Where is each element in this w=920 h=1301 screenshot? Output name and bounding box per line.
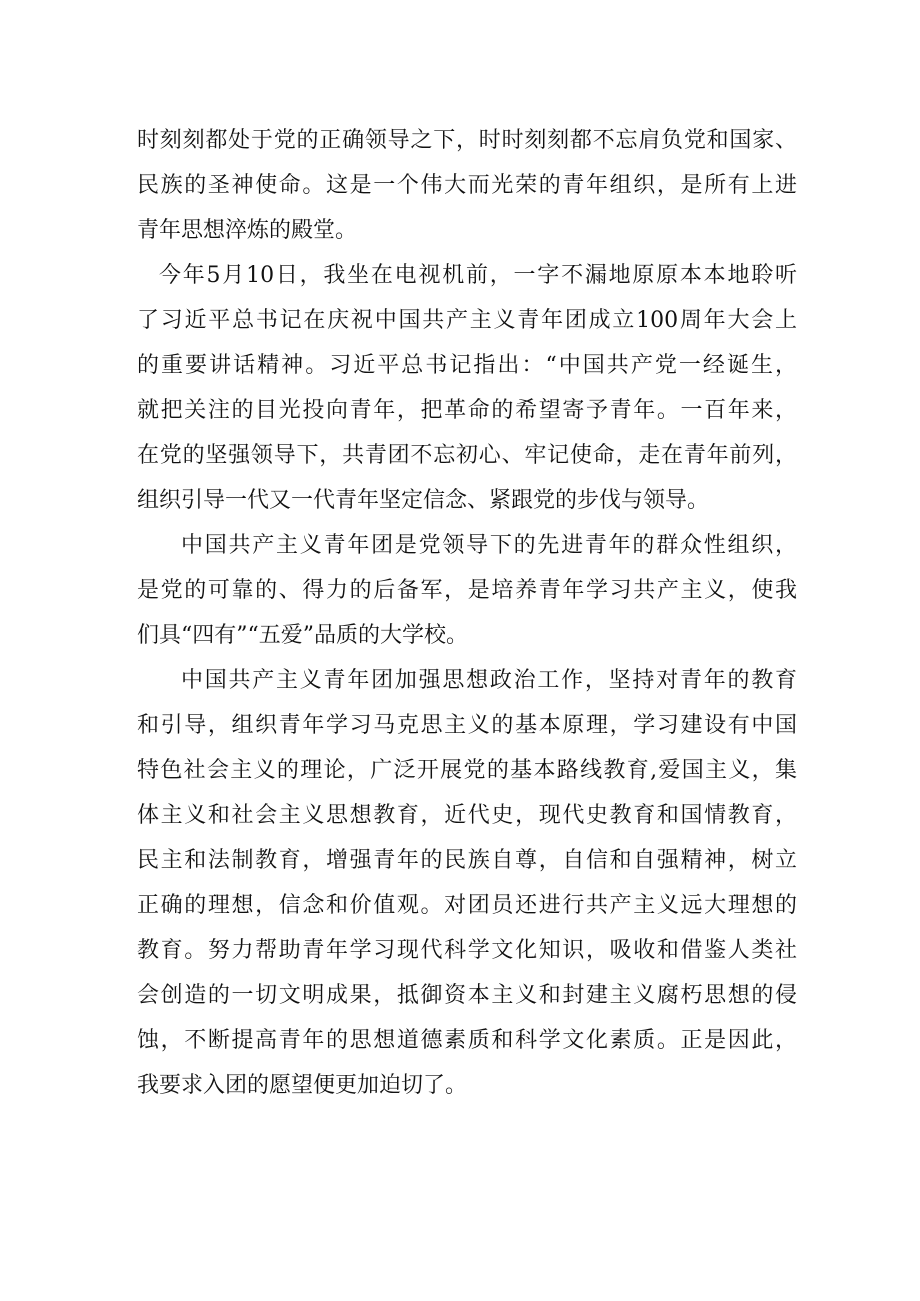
paragraph-line: 特色社会主义的理论，广泛开展党的基本路线教育,爱国主义，集 (137, 758, 797, 783)
paragraph-line: 中国共产主义青年团是党领导下的先进青年的群众性组织， (181, 533, 797, 558)
paragraph-line: 我要求入团的愿望便更加迫切了。 (137, 1073, 468, 1098)
paragraph-line: 正确的理想，信念和价值观。对团员还进行共产主义远大理想的 (137, 893, 797, 918)
paragraph-line: 今年5月10日，我坐在电视机前，一字不漏地原原本本地聆听 (159, 263, 797, 288)
paragraph-line: 青年思想淬炼的殿堂。 (137, 218, 358, 243)
paragraph-line: 会创造的一切文明成果，抵御资本主义和封建主义腐朽思想的侵 (137, 983, 797, 1008)
paragraph-line: 民族的圣神使命。这是一个伟大而光荣的青年组织，是所有上进 (137, 173, 797, 198)
paragraph-line: 是党的可靠的、得力的后备军，是培养青年学习共产主义，使我 (137, 578, 797, 603)
paragraph-line: 时刻刻都处于党的正确领导之下，时时刻刻都不忘肩负党和国家、 (137, 128, 797, 153)
paragraph-line: 组织引导一代又一代青年坚定信念、紧跟党的步伐与领导。 (137, 488, 710, 513)
paragraph-line: 的重要讲话精神。习近平总书记指出：“中国共产党一经诞生， (137, 353, 797, 378)
paragraph-line: 教育。努力帮助青年学习现代科学文化知识，吸收和借鉴人类社 (137, 938, 797, 963)
paragraph-line: 在党的坚强领导下，共青团不忘初心、牢记使命，走在青年前列， (137, 443, 797, 468)
paragraph-line: 中国共产主义青年团加强思想政治工作，坚持对青年的教育 (181, 668, 797, 693)
paragraph-line: 和引导，组织青年学习马克思主义的基本原理，学习建设有中国 (137, 713, 797, 738)
paragraph-line: 体主义和社会主义思想教育，近代史，现代史教育和国情教育， (137, 803, 797, 828)
paragraph-line: 了习近平总书记在庆祝中国共产主义青年团成立100周年大会上 (137, 308, 797, 333)
document-body (137, 118, 797, 1108)
paragraph-line: 民主和法制教育，增强青年的民族自尊，自信和自强精神，树立 (137, 848, 797, 873)
paragraph-line: 蚀，不断提高青年的思想道德素质和科学文化素质。正是因此， (137, 1028, 797, 1053)
paragraph-line: 们具“四有”“五爱”品质的大学校。 (137, 623, 468, 648)
paragraph-line: 就把关注的目光投向青年，把革命的希望寄予青年。一百年来， (137, 398, 797, 423)
